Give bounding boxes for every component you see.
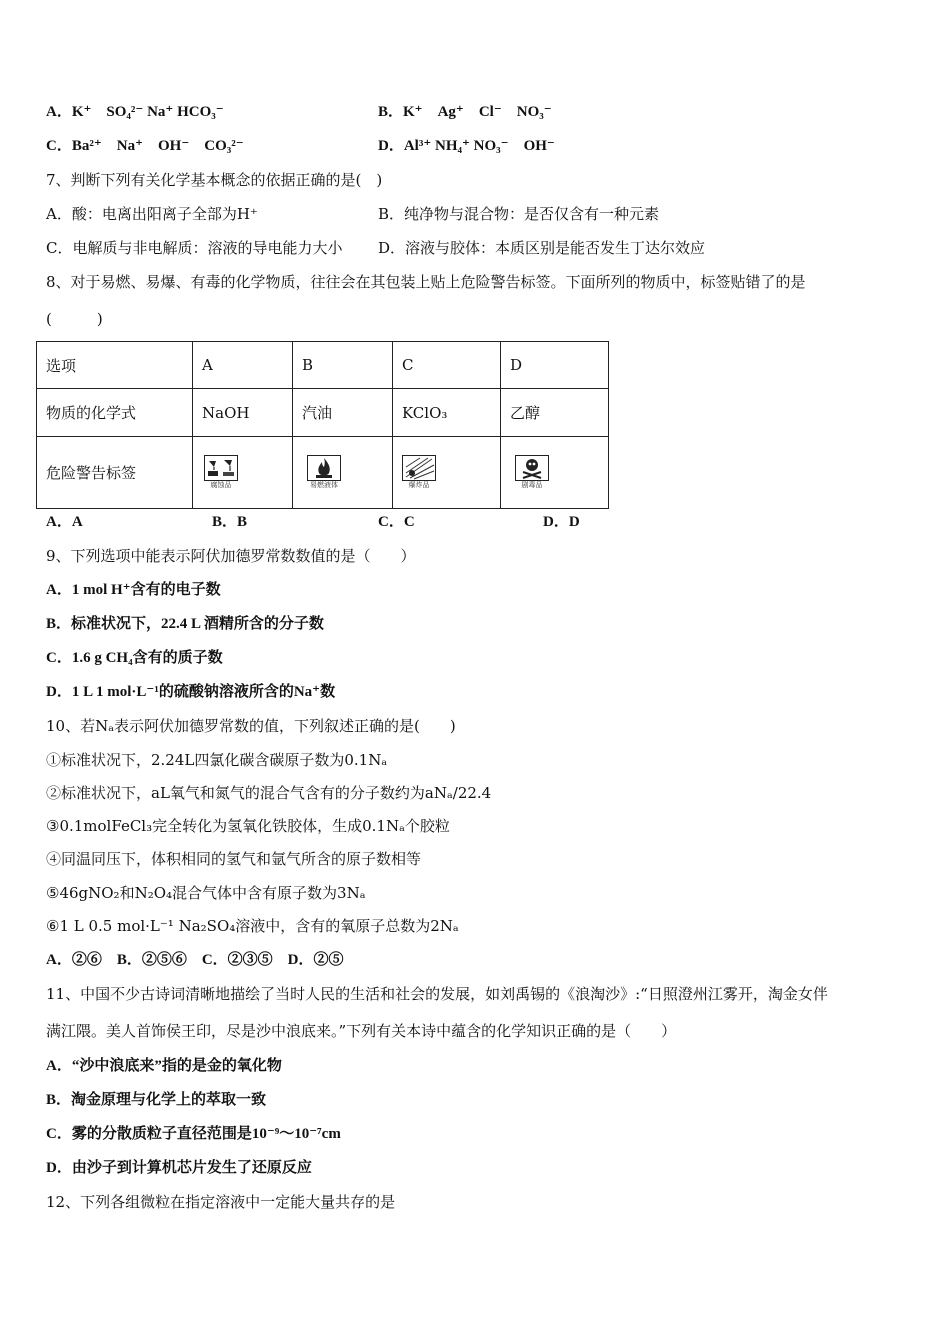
table-header-d: D <box>501 342 609 389</box>
q6-option-a: A．K⁺ SO₄²⁻ Na⁺ HCO₃⁻ <box>46 104 224 120</box>
table-header-a: A <box>193 342 293 389</box>
explosive-caption: 爆炸品 <box>408 480 430 489</box>
corrosive-caption: 腐蚀品 <box>210 480 232 489</box>
table-cell-label-a <box>193 437 293 509</box>
q8-stem-paren: ( ) <box>46 310 103 328</box>
q7-option-c: C．电解质与非电解质：溶液的导电能力大小 <box>46 239 343 257</box>
table-cell-label-b <box>293 437 393 509</box>
q9-option-a: A．1 mol H⁺含有的电子数 <box>46 582 221 598</box>
q10-stem: 10、若Nₐ表示阿伏加德罗常数的值，下列叙述正确的是( ) <box>46 717 456 735</box>
q10-statement-2: ②标准状况下，aL氧气和氮气的混合气含有的分子数约为aNₐ/22.4 <box>46 784 492 802</box>
q7-stem: 7、判断下列有关化学基本概念的依据正确的是( ) <box>46 171 383 189</box>
flammable-caption: 易燃液体 <box>310 480 338 489</box>
q11-option-a: A．“沙中浪底来”指的是金的氧化物 <box>46 1058 282 1074</box>
q9-stem: 9、下列选项中能表示阿伏加德罗常数数值的是（ ） <box>46 547 416 565</box>
q10-statement-4: ④同温同压下，体积相同的氢气和氩气所含的原子数相等 <box>46 850 422 868</box>
toxic-label <box>515 455 549 489</box>
table-cell-ethanol: 乙醇 <box>501 389 609 437</box>
q10-options: A．②⑥ B．②⑤⑥ C．②③⑤ D．②⑤ <box>46 952 344 968</box>
q9-option-d: D．1 L 1 mol·L⁻¹的硫酸钠溶液所含的Na⁺数 <box>46 684 336 700</box>
skull-crossbones-icon <box>515 455 549 481</box>
q6-option-d: D．Al³⁺ NH₄⁺ NO₃⁻ OH⁻ <box>378 138 555 154</box>
table-row-label-title: 危险警告标签 <box>37 437 193 509</box>
flame-icon <box>307 455 341 481</box>
q11-option-d: D．由沙子到计算机芯片发生了还原反应 <box>46 1160 312 1176</box>
q10-statement-3: ③0.1molFeCl₃完全转化为氢氧化铁胶体，生成0.1Nₐ个胶粒 <box>46 817 450 835</box>
hazard-label-table <box>36 341 609 509</box>
toxic-caption: 剧毒品 <box>521 480 543 489</box>
q8-option-c: C．C <box>378 514 415 530</box>
table-cell-naoh: NaOH <box>193 389 293 437</box>
table-cell-label-d <box>501 437 609 509</box>
q11-option-b: B．淘金原理与化学上的萃取一致 <box>46 1092 267 1108</box>
q6-option-b: B．K⁺ Ag⁺ Cl⁻ NO₃⁻ <box>378 104 552 120</box>
corrosive-icon <box>204 455 238 481</box>
q11-option-c: C．雾的分散质粒子直径范围是10⁻⁹～10⁻⁷cm <box>46 1126 341 1142</box>
q7-option-d: D．溶液与胶体：本质区别是能否发生丁达尔效应 <box>378 239 706 257</box>
q9-option-c: C．1.6 g CH₄含有的质子数 <box>46 650 223 666</box>
q10-statement-6: ⑥1 L 0.5 mol·L⁻¹ Na₂SO₄溶液中，含有的氧原子总数为2Nₐ <box>46 917 459 935</box>
explosion-icon <box>402 455 436 481</box>
q8-option-d: D．D <box>543 514 580 530</box>
q8-stem: 8、对于易燃、易爆、有毒的化学物质，往往会在其包装上贴上危险警告标签。下面所列的物质中，标签贴错了的是 <box>46 273 806 291</box>
q7-option-a: A．酸：电离出阳离子全部为H⁺ <box>46 205 258 223</box>
table-cell-kclo3: KClO₃ <box>393 389 501 437</box>
q6-option-c: C．Ba²⁺ Na⁺ OH⁻ CO₃²⁻ <box>46 138 244 154</box>
table-row-formula-label: 物质的化学式 <box>37 389 193 437</box>
q10-statement-5: ⑤46gNO₂和N₂O₄混合气体中含有原子数为3Nₐ <box>46 884 366 902</box>
table-header-option: 选项 <box>37 342 193 389</box>
q8-option-a: A．A <box>46 514 83 530</box>
table-header-c: C <box>393 342 501 389</box>
q8-option-b: B．B <box>212 514 248 530</box>
q11-stem-line1: 11、中国不少古诗词清晰地描绘了当时人民的生活和社会的发展，如刘禹锡的《浪淘沙》:“日照澄州江雾开，淘金女伴 <box>46 985 828 1003</box>
flammable-label <box>307 455 341 489</box>
q12-stem: 12、下列各组微粒在指定溶液中一定能大量共存的是 <box>46 1193 396 1211</box>
corrosive-label <box>204 455 238 489</box>
explosive-label <box>402 455 436 489</box>
q7-option-b: B．纯净物与混合物：是否仅含有一种元素 <box>378 205 660 223</box>
q9-option-b: B．标准状况下，22.4 L 酒精所含的分子数 <box>46 616 324 632</box>
q10-statement-1: ①标准状况下，2.24L四氯化碳含碳原子数为0.1Nₐ <box>46 751 388 769</box>
q11-stem-line2: 满江隈。美人首饰侯王印，尽是沙中浪底来。”下列有关本诗中蕴含的化学知识正确的是（ ） <box>46 1022 677 1040</box>
table-cell-gasoline: 汽油 <box>293 389 393 437</box>
table-cell-label-c <box>393 437 501 509</box>
table-header-b: B <box>293 342 393 389</box>
